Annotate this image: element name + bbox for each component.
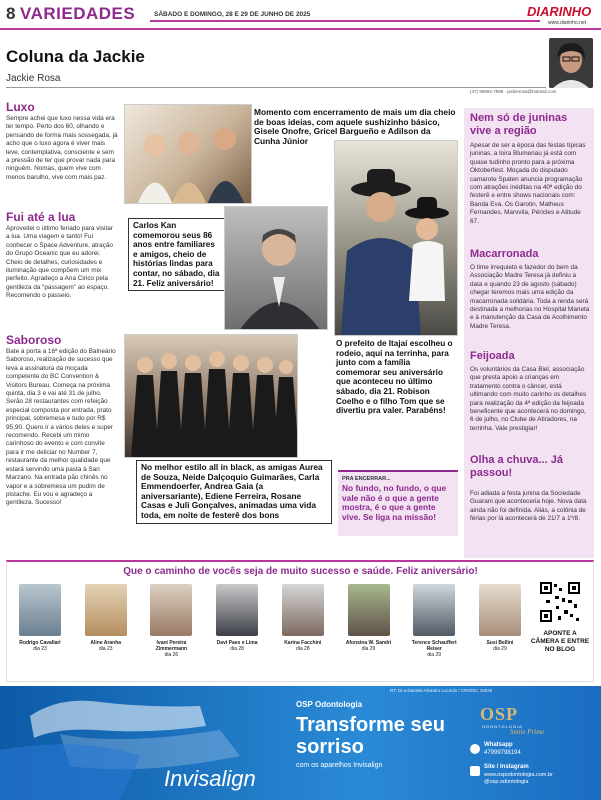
birthday-name: Afonsina W. Sandri <box>345 640 392 646</box>
man-portrait-icon <box>225 207 328 330</box>
birthday-day: dia 23 <box>33 646 47 652</box>
saboroso-heading: Saboroso <box>6 333 62 347</box>
birthday-day: dia 23 <box>98 646 113 652</box>
photo-all-in-black <box>124 334 298 458</box>
ad-subheadline: com os aparelhos Invisalign <box>296 762 383 769</box>
section-title: VARIEDADES <box>20 4 136 23</box>
photo-itajai-rodeio <box>334 140 458 336</box>
invisalign-ad[interactable] <box>0 686 601 800</box>
ad-headline-1: Transforme seu <box>296 714 445 736</box>
birthday-day: dia 26 <box>164 652 179 658</box>
birthday-photo <box>413 584 455 636</box>
ad-clinic-name: OSP Odontologia <box>296 700 363 709</box>
birthday-person <box>207 584 267 680</box>
ad-instagram[interactable]: @osp.odontologia <box>484 779 529 785</box>
father-son-photo-icon <box>335 141 458 336</box>
ad-whatsapp-number[interactable]: 47999798194 <box>484 750 521 756</box>
author-portrait-icon <box>549 38 593 88</box>
birthday-person <box>470 584 530 680</box>
ad-whatsapp-label: Whatsapp <box>484 742 513 748</box>
newspaper-url: www.diarinho.net <box>548 20 587 26</box>
photo-carlos <box>224 206 328 330</box>
globe-icon <box>470 766 480 776</box>
birthday-photo <box>348 584 390 636</box>
ad-tech-responsible: RT: Dr.a Daniela Alcantro Lucindo / CRO/SC 16035 <box>390 688 493 693</box>
macarronada-heading: Macarronada <box>470 248 539 260</box>
pra-encerrar-label: PRA ENCERRAR... <box>342 476 391 482</box>
people-photo-icon <box>125 105 252 204</box>
birthday-name: Terence Schauffert Reiser <box>411 640 457 652</box>
qr-code[interactable] <box>540 582 580 622</box>
feijoada-text: Os voluntários da Casa Biel, associação que presta apoio a crianças em tratamento contra o câncer, está ultimando com muito carinho os detalhes para realização da 4ª edição da feijoada beneficente que acontecerá no domingo, 6 de julho, no Clube de Atiradores, na terrinha. Vale prestigiar! <box>470 366 587 432</box>
birthday-photo <box>282 584 324 636</box>
luxo-heading: Luxo <box>6 100 35 114</box>
column-contact: (47) 99904-7998 - jackierosa@hotmail.com <box>470 89 557 94</box>
birthday-photo <box>19 584 61 636</box>
birthday-photo <box>479 584 521 636</box>
column-title: Coluna da Jackie <box>6 47 145 66</box>
chuva-text: Foi adiada a festa junina da Sociedade Guarani que aconteceria hoje. Nova data ainda não foi definida. Aliás, a colônia de férias por lá acontecerá de 21/7 a 1º/8. <box>470 490 587 523</box>
birthday-person <box>10 584 70 680</box>
birthday-person <box>141 584 201 680</box>
ad-site-url[interactable]: www.ospodontologia.com.br <box>484 772 553 778</box>
birthday-name: Ivani Pereira Zimmermann <box>155 640 188 652</box>
header-rule <box>150 20 540 22</box>
juninas-text: Apesar de ser a época das festas típicas juninas, a loira Blumenau já está com quase tudinho pronto para a próxima Oktoberfest. Moçada do disputado camarote Spaten anuncia programação com atrações inéditas na 40ª edição do festerê e entre shows nacionais com: Banda Eva, Os Garotin, Matheus Fernandes, Marvvila, Péricles e Atitude 67. <box>470 142 586 225</box>
photo-sushi-group <box>124 104 252 204</box>
caption-all-in-black: No melhor estilo all in black, as amigas Aurea de Souza, Neide Dalçoquio Guimarães, Carla Emmendoerfer, Andrea Gaia (a aniversariante), Ediene Ferreira, Rosane Casas e Juli Gonçalves, animadas uma vida toda, em noite de festerê dos bons <box>136 460 332 524</box>
ad-logo-sub: ODONTOLOGIA <box>482 724 523 729</box>
ad-site-label: Site / Instagram <box>484 764 529 770</box>
birthday-name: Karina Facchini <box>284 640 322 646</box>
macarronada-text: O time irrequieto e fazedor do bem da Associação Madre Teresa já definiu a data e quando 23 de agosto (sábado) chegar teremos mais uma edição da macarronada solidária. Toda a renda será destinada a melhorias no Hospital Marieta e à manutenção da Casa de Acolhimento Madre Teresa. <box>470 264 590 330</box>
ad-brand: Invisalign <box>164 766 256 791</box>
lua-heading: Fui até a lua <box>6 210 76 224</box>
birthday-list <box>10 584 530 680</box>
caption-itajai: O prefeito de Itajaí escolheu o rodeio, aqui na terrinha, para junto com a família comemorar seu aniversário que aconteceu no último sábado, dia 21. Robison Coelho e o filho Tom que se divertiu pra valer. Parabéns! <box>334 336 458 419</box>
birthday-person <box>76 584 136 680</box>
birthday-day: dia 29 <box>427 652 442 658</box>
luxo-text: Sempre achei que luxo nessa vida era ter tempo. Perto dos 60, olhando e pensando de forma mais sossegada, já acho que o luxo agora é viver mais leve, contemplativa, consciente e sem a pressão de ter que provar nada para ninguém. Nomas, quem vive com menos barulho, vive com mais paz. <box>6 115 118 181</box>
lua-text: Aproveitei o último feriado para visitar a lua. Uma viagem e tanto! Fui conhecer o Space Adventure, atração do Grupo Oceanic que eu adorei. Cheio de detalhes, curiosidades e iluminação que compõem um mix perfeito. Agradeço a Ana Cirico pela gentileza da “passagem” ao espaço. Recomendo o passeio. <box>6 225 113 300</box>
caption-sushi: Momento com encerramento de mais um dia cheio de boas ideias, com aquele sushizinho básico, Gisele Onofre, Gricel Bargueño e Adilson da Cunha Júnior <box>254 107 456 146</box>
edition-date: SÁBADO E DOMINGO, 28 E 29 DE JUNHO DE 2025 <box>154 11 311 18</box>
pra-encerrar-box <box>338 470 458 536</box>
top-rule <box>0 28 601 30</box>
birthday-day: dia 28 <box>230 646 244 652</box>
whatsapp-icon <box>470 744 480 754</box>
birthday-day: dia 28 <box>296 646 310 652</box>
birthday-person <box>273 584 333 680</box>
birthday-photo <box>150 584 192 636</box>
ad-logo-tagline: Smile Prime <box>510 728 545 736</box>
ad-headline-2: sorriso <box>296 736 364 758</box>
ad-logo: OSP <box>480 704 519 724</box>
author-rule <box>6 87 546 88</box>
birthday-photo <box>85 584 127 636</box>
juninas-heading: Nem só de juninas vive a região <box>470 112 568 137</box>
saboroso-text: Bate à porta a 16ª edição do Balneário Saboroso, realização de sucesso que leva a assinatura da moçada competente do BC Convention & Visitors Bureau. Começa na próxima quinta, dia 3 e vai até 31 de julho. Serão 28 restaurantes com refeição especial composta por entrada, prato principal, sobremesa e tudo por R$ 95,90. Quero ir a vários deles e super recomendo. Recebi um mimo carinhoso do evento e com convite para ir me deliciar no Number 7, restaurante da melhor qualidade que estará servindo uma pasta à San Marzano. Na entrada pão chinês no vapor e a sobremesa um pudim de pistache. Eu vou e agradeço a gentileza. Sucesso! <box>6 348 116 507</box>
birthday-name: Rodrigo Cavallari <box>19 640 61 646</box>
qr-instructions: APONTE A CÂMERA E ENTRE NO BLOG <box>530 630 590 653</box>
birthday-photo <box>216 584 258 636</box>
birthday-name: Susi Bellini <box>486 640 514 646</box>
birthday-day: dia 29 <box>361 646 376 652</box>
chuva-heading: Olha a chuva... Já passou! <box>470 454 563 479</box>
birthday-day: dia 29 <box>493 646 507 652</box>
birthday-name: Aline Aranha <box>90 640 122 646</box>
column-author: Jackie Rosa <box>6 73 61 84</box>
qr-code-icon <box>540 582 580 622</box>
newspaper-logo: DIARINHO <box>527 4 592 19</box>
women-group-photo-icon <box>125 335 298 458</box>
birthday-name: Davi Paes e Lima <box>216 640 258 646</box>
page-number: 8 <box>6 4 16 23</box>
birthday-title: Que o caminho de vocês seja de muito sucesso e saúde. Feliz aniversário! <box>123 566 478 577</box>
birthday-person <box>404 584 464 680</box>
pra-encerrar-text: No fundo, no fundo, o que vale não é o que a gente mostra, é o que a gente vive. Se liga na missão! <box>342 483 447 522</box>
feijoada-heading: Feijoada <box>470 350 515 362</box>
birthday-person <box>339 584 399 680</box>
author-photo <box>549 38 593 88</box>
caption-carlos: Carlos Kan comemorou seus 86 anos entre familiares e amigos, cheio de histórias lindas para contar, no sábado, dia 21. Feliz aniversário! <box>128 218 226 291</box>
